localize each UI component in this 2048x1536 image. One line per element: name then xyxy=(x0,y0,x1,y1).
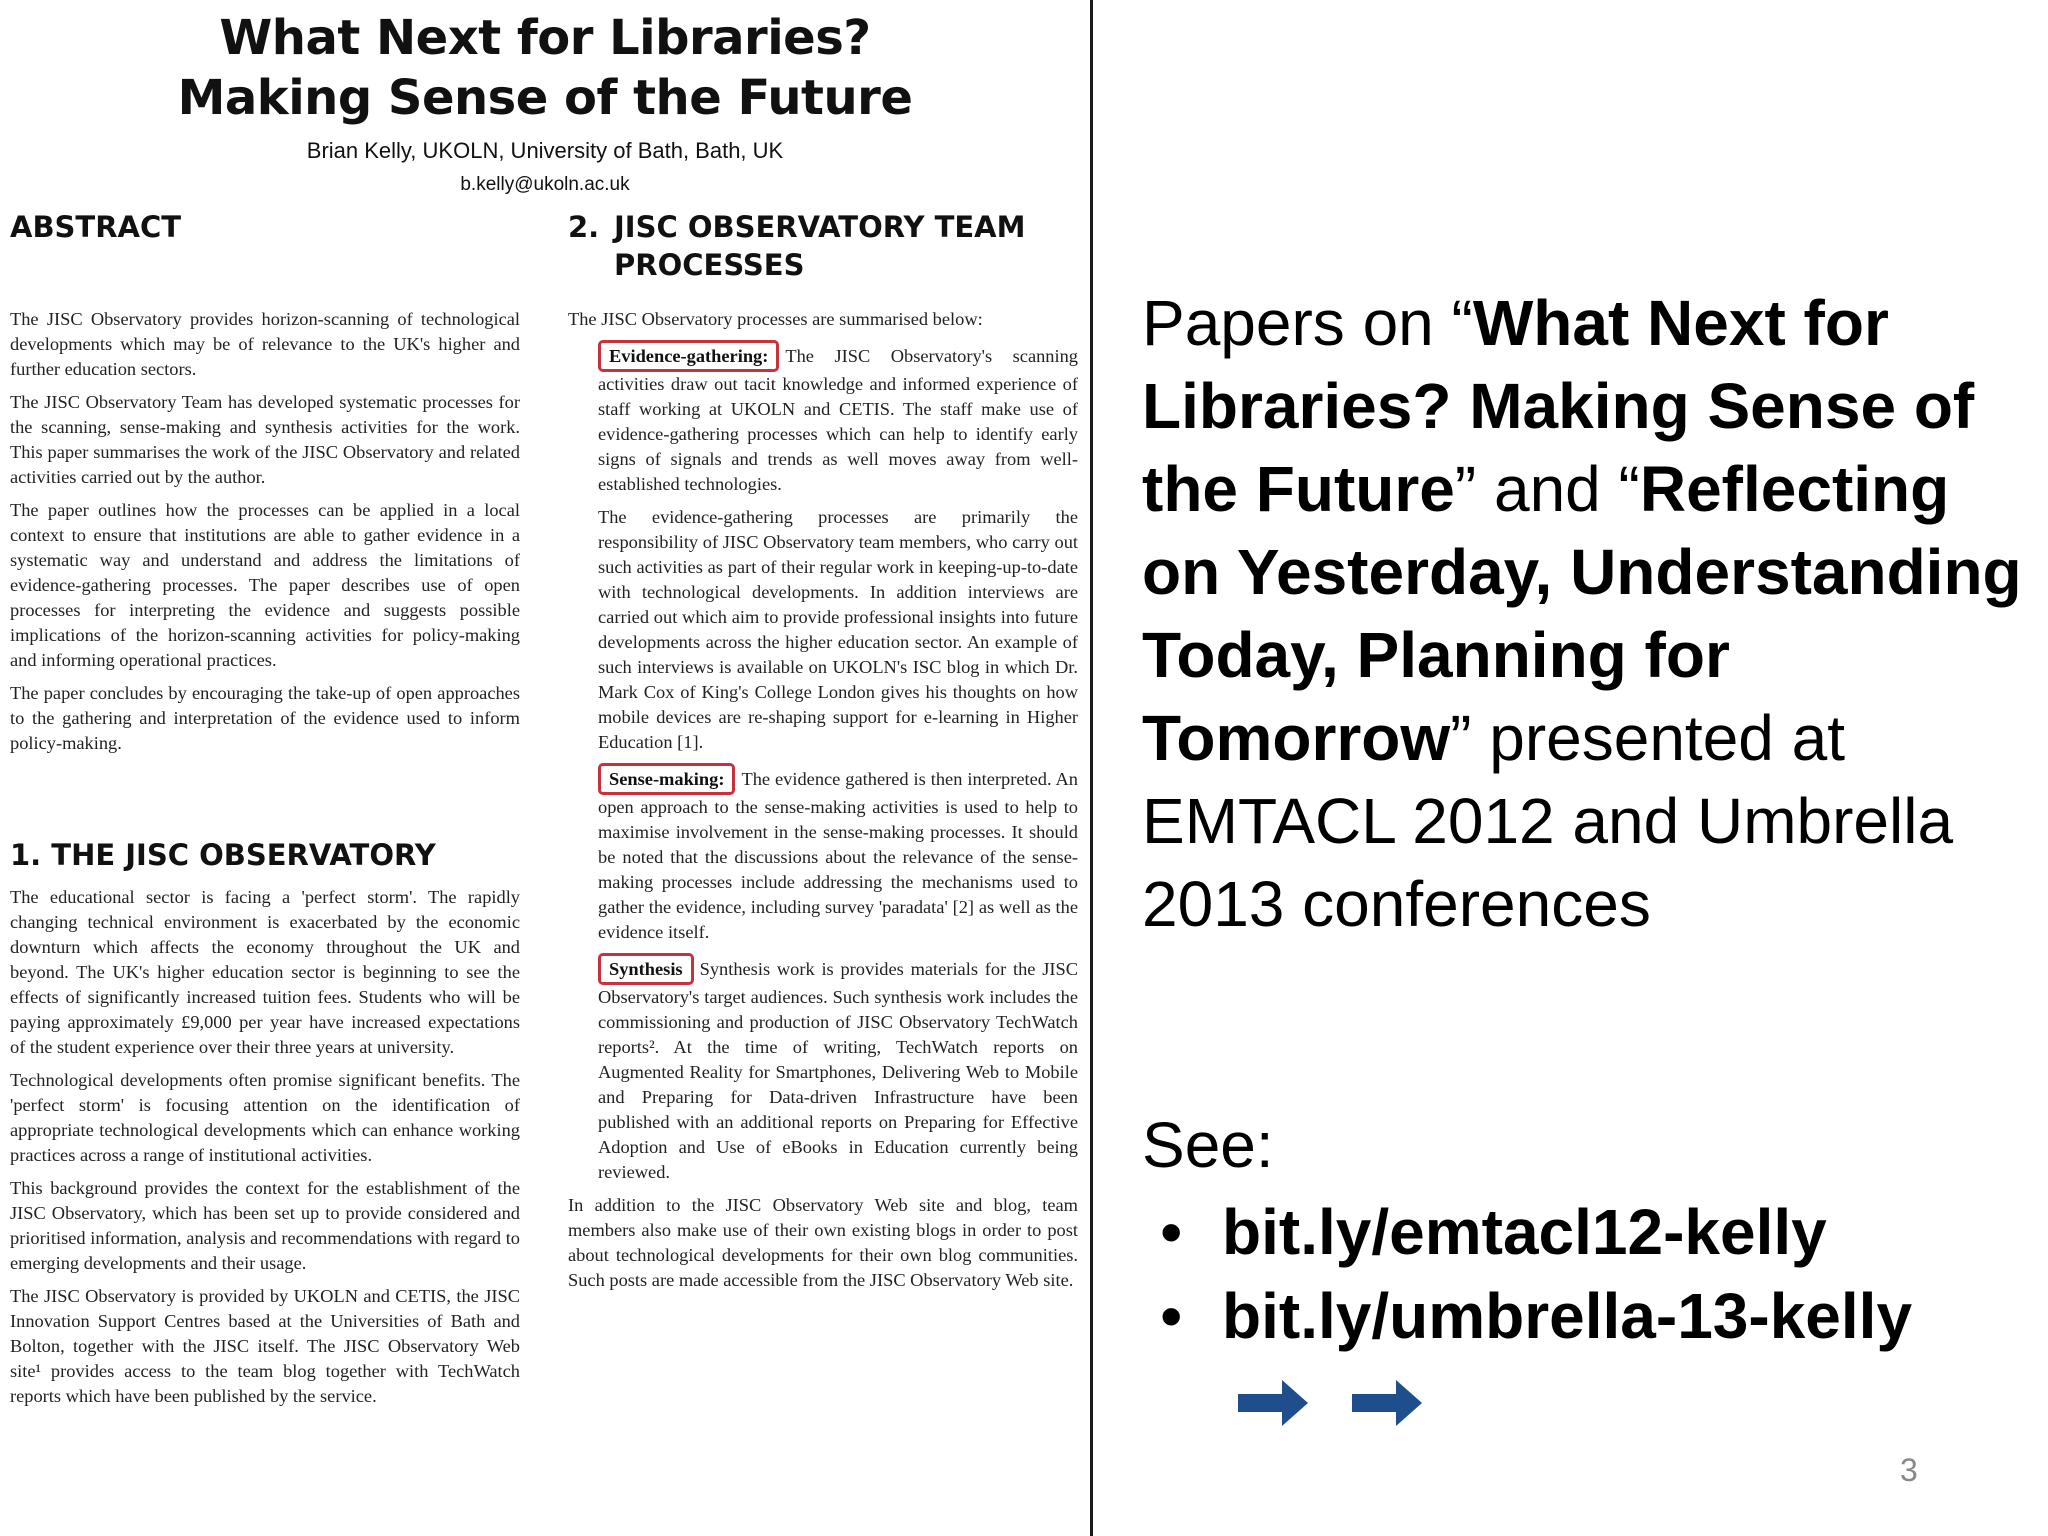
abstract-paragraph: The paper outlines how the processes can be applied in a local context to ensure that institutions are able to gather evidence in a systematic way and understand and address the limitations of evidence-gathering processes. The paper describes use of open processes for interpreting the evidence and suggests possible implications of the horizon-scanning activities for policy-making and informing operational practices. xyxy=(10,500,520,670)
highlighted-term-synthesis: Synthesis xyxy=(598,953,694,985)
abstract-paragraph: The JISC Observatory Team has developed systematic processes for the scanning, sense-making and synthesis activities for the work. This paper summarises the work of the JISC Observatory and related activities carried out by the author. xyxy=(10,392,520,487)
paper-author: Brian Kelly, UKOLN, University of Bath, Bath, UK xyxy=(306,138,784,163)
abstract-heading: ABSTRACT xyxy=(10,210,182,244)
right-arrow-icon[interactable] xyxy=(1238,1378,1308,1428)
paper-title-line-2: Making Sense of the Future xyxy=(177,70,913,126)
section1-paragraph: The educational sector is facing a 'perfect storm'. The rapidly changing technical environment is exacerbated by the economic downturn which affects the economy throughout the UK and beyond. The UK's higher education sector is beginning to see the effects of significantly increased tuition fees. Students who will be paying approximately £9,000 per year have increased expectations of the student experience over their three years at university. xyxy=(10,887,520,1057)
slide-paper-title-b: Reflecting on Yesterday, Understanding Today, Planning for Tomorrow xyxy=(1142,453,2022,774)
process-item-sense-making xyxy=(598,763,1078,945)
section2-intro: The JISC Observatory processes are summarised below: xyxy=(568,309,983,329)
section1-paragraph: The JISC Observatory is provided by UKOLN and CETIS, the JISC Innovation Support Centres based at the Universities of Bath and Bolton, together with the JISC itself. The JISC Observatory Web site¹ provides access to the team blog together with TechWatch reports which have been published by the service. xyxy=(10,1286,520,1406)
section1-paragraph: This background provides the context for the establishment of the JISC Observatory, which has been set up to provide considered and prioritised information, analysis and recommendations with regard to emerging developments and their usage. xyxy=(10,1178,520,1273)
process-extra-text: The evidence-gathering processes are primarily the responsibility of JISC Observatory team members, who carry out such activities as part of their regular work in keeping-up-to-date with technological developments. In addition interviews are carried out which aim to provide professional insights into future developments across the higher education sector. An example of such interviews is available on UKOLN's ISC blog in which Dr. Mark Cox of King's College London gives his thoughts on how mobile devices are re-shaping support for e-learning in Higher Education [1]. xyxy=(598,507,1078,752)
section1-heading: 1. THE JISC OBSERVATORY xyxy=(10,838,436,872)
section1-paragraph: Technological developments often promise significant benefits. The 'perfect storm' is focusing attention on the identification of appropriate technological developments which can enhance working practices across a range of institutional activities. xyxy=(10,1070,520,1165)
link-text-umbrella[interactable]: bit.ly/umbrella-13-kelly xyxy=(1222,1280,1913,1352)
bullet-icon: • xyxy=(1160,1196,1183,1268)
abstract-paragraph: The paper concludes by encouraging the take-up of open approaches to the gathering and interpretation of the evidence used to inform policy-making. xyxy=(10,683,520,753)
link-list xyxy=(1160,1190,1912,1358)
process-text: Synthesis work is provides materials for the JISC Observatory's target audiences. Such synthesis work includes the commissioning and production of JISC Observatory TechWatch reports². At the time of writing, TechWatch reports on Augmented Reality for Smartphones, Delivering Web to Mobile and Preparing for Data-driven Infrastructure have been published with an additional reports on Preparing for Effective Adoption and Use of eBooks in Education currently being reviewed. xyxy=(598,959,1078,1182)
section2-body xyxy=(568,307,1078,1301)
highlighted-term-sense-making: Sense-making: xyxy=(598,763,735,795)
abstract-body xyxy=(10,307,520,764)
section2-number: 2. xyxy=(568,210,600,244)
link-item[interactable] xyxy=(1160,1190,1912,1274)
process-item-evidence-gathering xyxy=(598,340,1078,755)
process-item-synthesis xyxy=(598,953,1078,1185)
slide-text-tail: ” presented at EMTACL 2012 and Umbrella 2013 conferences xyxy=(1142,702,1954,940)
slide-paper-title-a: What Next for Libraries? Making Sense of the Future xyxy=(1142,287,1975,525)
slide-text-mid: ” and “ xyxy=(1454,453,1640,525)
section1-body xyxy=(10,885,520,1417)
page-number: 3 xyxy=(1900,1452,1918,1488)
section2-heading-line-2: PROCESSES xyxy=(614,248,805,282)
see-label: See: xyxy=(1142,1109,1274,1181)
link-item[interactable] xyxy=(1160,1274,1912,1358)
link-text-emtacl[interactable]: bit.ly/emtacl12-kelly xyxy=(1222,1196,1827,1268)
highlighted-term-evidence-gathering: Evidence-gathering: xyxy=(598,340,779,372)
abstract-paragraph: The JISC Observatory provides horizon-scanning of technological developments which may be of relevance to the UK's higher and further education sectors. xyxy=(10,309,520,379)
panel-divider xyxy=(1090,0,1093,1536)
process-text: The JISC Observatory's scanning activities draw out tacit knowledge and informed experience of staff working at UKOLN and CETIS. The staff make use of evidence-gathering processes which can help to identify early signs of signals and trends as well moves away from well-established technologies. xyxy=(598,346,1078,494)
section2-heading xyxy=(568,208,1088,284)
paper-email: b.kelly@ukoln.ac.uk xyxy=(460,174,630,195)
paper-title-line-1: What Next for Libraries? xyxy=(219,10,871,66)
process-text: The evidence gathered is then interpreted. An open approach to the sense-making activities is used to help to maximise involvement in the sense-making processes. It should be noted that the discussions about the relevance of the sense-making processes include addressing the mechanisms used to gather the evidence, including survey 'paradata' [2] as well as the evidence itself. xyxy=(598,769,1078,942)
slide-text-lead: Papers on “ xyxy=(1142,287,1473,359)
section2-heading-line-1: JISC OBSERVATORY TEAM xyxy=(614,210,1026,244)
bullet-icon: • xyxy=(1160,1280,1183,1352)
right-arrow-icon[interactable] xyxy=(1352,1378,1422,1428)
slide-description xyxy=(1142,282,2022,946)
section2-closing: In addition to the JISC Observatory Web site and blog, team members also make use of their own existing blogs in order to post about technological developments for their own blog communities. Such posts are made accessible from the JISC Observatory Web site. xyxy=(568,1195,1078,1290)
